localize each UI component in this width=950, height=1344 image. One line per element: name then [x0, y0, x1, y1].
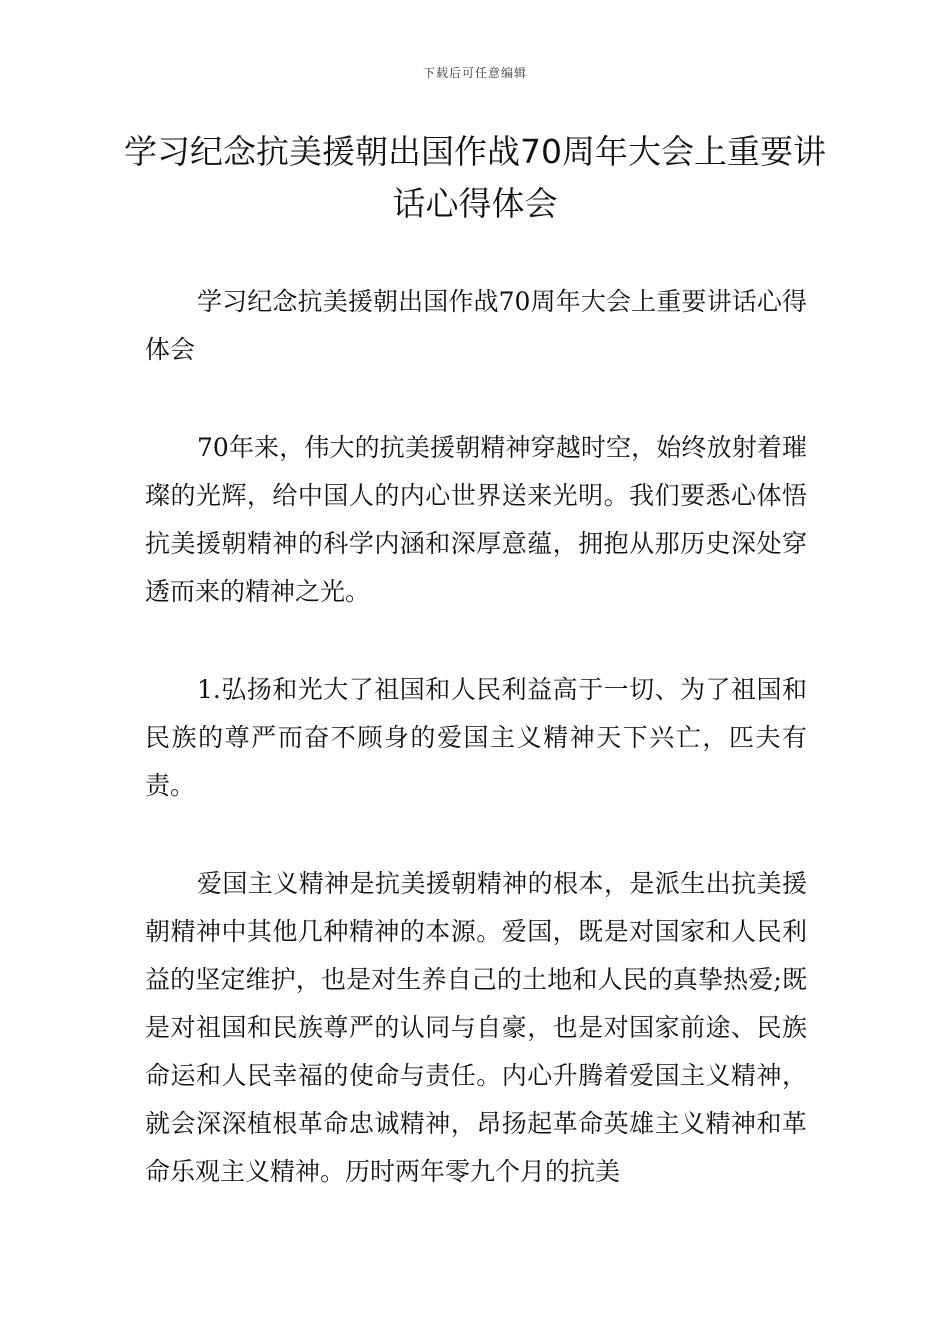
paragraph-subtitle: 学习纪念抗美援朝出国作战70周年大会上重要讲话心得体会: [145, 287, 807, 364]
paragraph-patriotism: 爱国主义精神是抗美援朝精神的根本，是派生出抗美援朝精神中其他几种精神的本源。爱国，既是对国家和人民利益的坚定维护，也是对生养自己的土地和人民的真挚热爱;既是对祖国和民族尊严的认同与自豪，也是对国家前途、民族命运和人民幸福的使命与责任。内心升腾着爱国主义精神，就会深深植根革命忠诚精神，昂扬起革命英雄主义精神和革命乐观主义精神。历时两年零九个月的抗美: [145, 869, 807, 1186]
header-note: 下载后可任意编辑: [422, 66, 527, 80]
paragraph-intro: 70年来，伟大的抗美援朝精神穿越时空，始终放射着璀璨的光辉，给中国人的内心世界送来光明。我们要悉心体悟抗美援朝精神的科学内涵和深厚意蕴，拥抱从那历史深处穿透而来的精神之光。: [145, 433, 807, 606]
document-title: 学习纪念抗美援朝出国作战70周年大会上重要讲话心得体会: [124, 132, 826, 223]
paragraph-point-1: 1.弘扬和光大了祖国和人民利益高于一切、为了祖国和民族的尊严而奋不顾身的爱国主义精神天下兴亡，匹夫有责。: [145, 675, 807, 800]
document-body: [145, 278, 807, 1246]
